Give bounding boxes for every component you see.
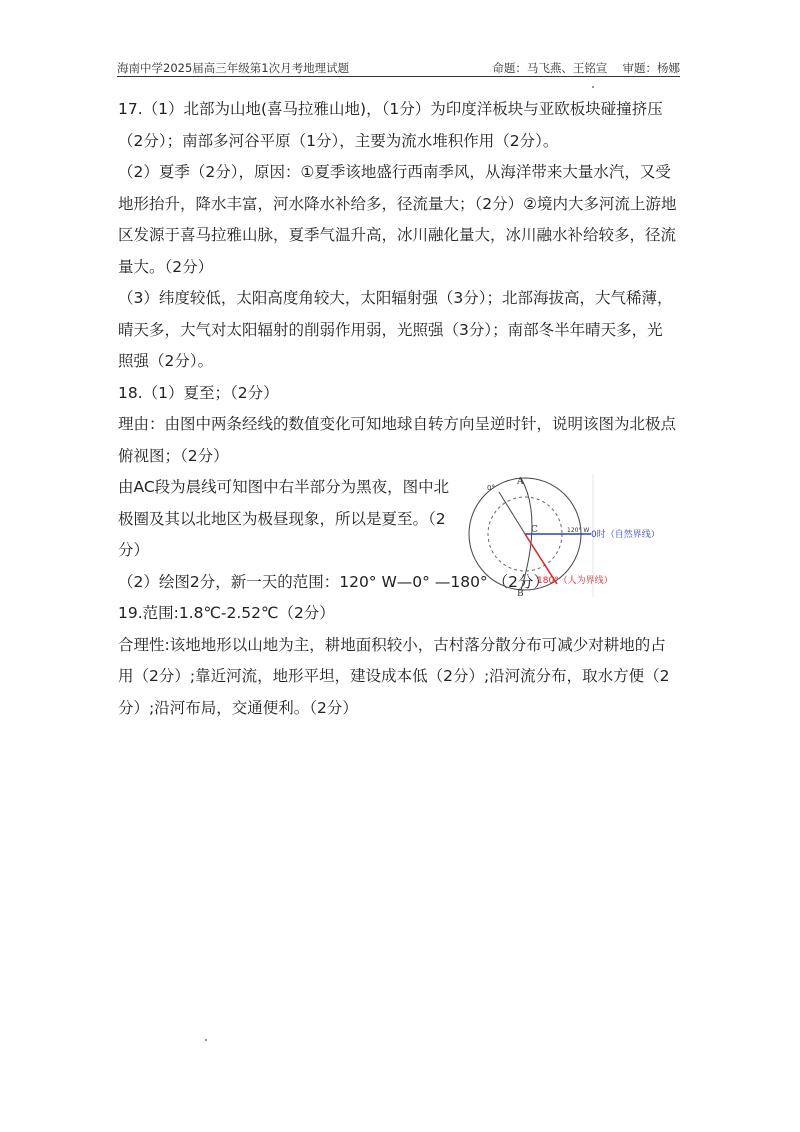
question-18 [118,378,678,599]
q17-part3: （3）纬度较低，太阳高度角较大，太阳辐射强（3分）；北部海拔高，大气稀薄，晴天多，大气对太阳辐射的削弱作用弱，光照强（3分）；南部冬半年晴天多，光照强（2分）。 [118,289,673,370]
q18-reason: 理由：由图中两条经线的数值变化可知地球自转方向呈逆时针，说明该图为北极点俯视图；（2分） [118,415,677,465]
q17-part1: 17.（1）北部为山地(喜马拉雅山地)，（1分）为印度洋板块与亚欧板块碰撞挤压（2分）；南部多河谷平原（1分），主要为流水堆积作用（2分）。 [118,100,663,150]
exam-title: 海南中学2025届高三年级第1次月考地理试题 [117,61,350,75]
q18-reason-continued: 由AC段为晨线可知图中右半部分为黑夜，图中北极圈及其以北地区为极昼现象，所以是夏至。（2分） [118,478,450,559]
scan-dot [205,1039,207,1041]
answer-content [118,94,678,724]
question-19 [118,598,678,724]
page-header [117,58,680,77]
exam-authors: 命题：马飞燕、王铭宣 审题：杨娜 [492,61,680,75]
label-180-artificial: 180°（人为界线） [537,576,613,586]
label-c: C [531,525,538,535]
meridian-0 [499,492,525,534]
label-b: B [517,589,524,597]
q18-part1: 18.（1）夏至；（2分） [118,383,279,402]
label-0h-natural: 0时（自然界线） [591,530,660,540]
label-120w: 120° W [567,527,590,534]
label-0-degree: 0° [487,484,495,492]
scan-dot [592,86,594,88]
q17-part2: （2）夏季（2分），原因：①夏季该地盛行西南季风，从海洋带来大量水汽，又受地形抬升，降水丰富，河水降水补给多，径流量大；（2分）②境内大多河流上游地区发源于喜马拉雅山脉，夏季气温升高，冰川融化量大，冰川融水补给较多，径流量大。（2分） [118,163,677,276]
q18-part2: （2）绘图2分，新一天的范围：120° W—0° —180° （2分） [118,572,549,591]
question-17 [118,94,678,378]
q19-reasonability: 合理性:该地地形以山地为主，耕地面积较小，古村落分散分布可减少对耕地的占用（2分）;靠近河流，地形平坦，建设成本低（2分）;沿河流分布，取水方便（2分）;沿河布局，交通便利。（2分） [118,635,670,717]
polar-view-diagram [465,472,680,597]
q19-range: 19.范围:1.8℃-2.52℃（2分） [118,604,335,622]
label-a: A [517,477,524,487]
